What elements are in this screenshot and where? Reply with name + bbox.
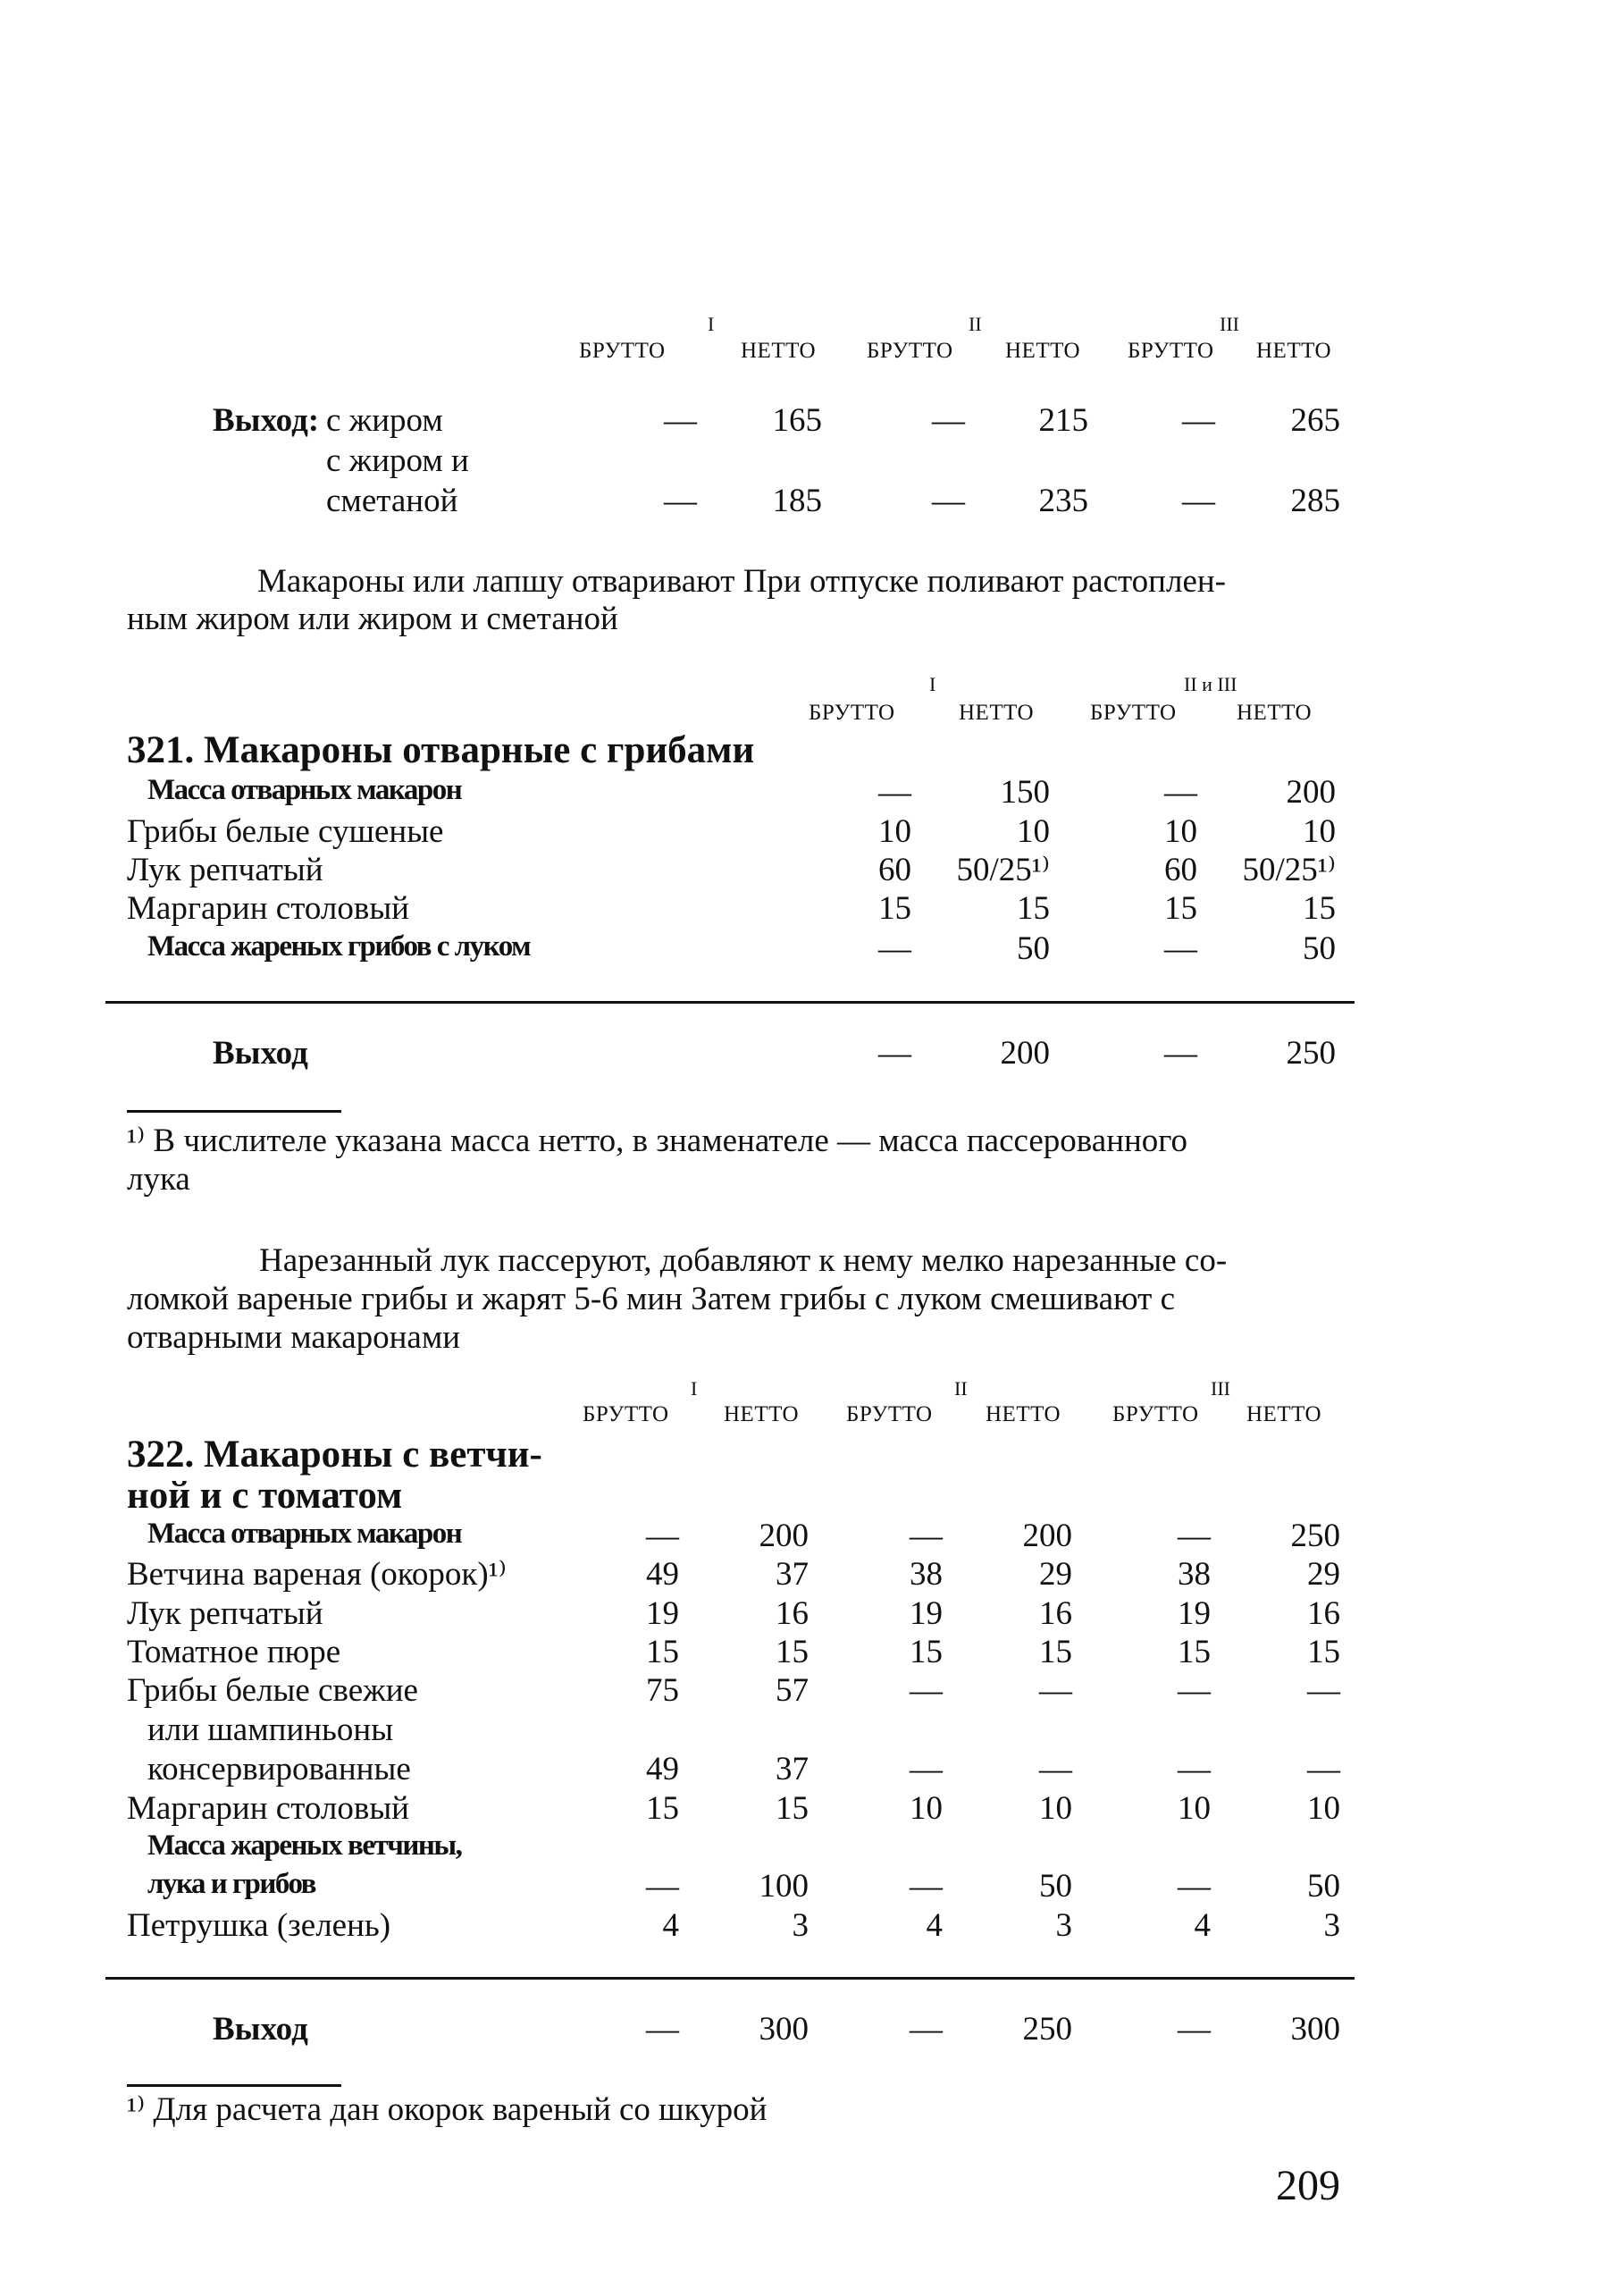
paragraph-line: ным жиром или жиром и сметаной bbox=[127, 601, 618, 637]
column-header: НЕТТО bbox=[724, 1402, 800, 1426]
footnote: ¹⁾ В числителе указана масса нетто, в знаменателе — масса пассерованного bbox=[127, 1123, 1188, 1159]
row-label: Петрушка (зелень) bbox=[127, 1907, 391, 1944]
table-cell: 200 bbox=[1286, 774, 1336, 811]
table-cell: — bbox=[1178, 1672, 1211, 1709]
row-label: консервированные bbox=[147, 1751, 411, 1787]
row-label: Масса отварных макарон bbox=[147, 774, 462, 806]
table-cell: — bbox=[1178, 1518, 1211, 1554]
footnote-rule bbox=[127, 2084, 341, 2087]
footnote: лука bbox=[127, 1161, 190, 1198]
table-cell: — bbox=[1307, 1672, 1340, 1709]
table-cell: 165 bbox=[772, 402, 822, 439]
row-label: Маргарин столовый bbox=[127, 890, 409, 927]
table-cell: 285 bbox=[1290, 483, 1340, 519]
group-label: II bbox=[969, 313, 982, 335]
table-cell: — bbox=[1307, 1751, 1340, 1787]
table-cell: 50/25¹⁾ bbox=[956, 852, 1050, 888]
paragraph-line: Нарезанный лук пассеруют, добавляют к нему мелко нарезанные со- bbox=[259, 1242, 1228, 1279]
table-cell: 50/25¹⁾ bbox=[1242, 852, 1336, 888]
table-cell: 10 bbox=[910, 1790, 943, 1827]
table-cell: 15 bbox=[1303, 890, 1336, 927]
output-label: Выход bbox=[213, 2011, 308, 2048]
row-label: Грибы белые свежие bbox=[127, 1672, 418, 1709]
table-cell: 15 bbox=[1039, 1634, 1072, 1670]
footnote: ¹⁾ Для расчета дан окорок вареный со шкурой bbox=[127, 2091, 768, 2128]
table-cell: 250 bbox=[1022, 2011, 1072, 2048]
row-label: Маргарин столовый bbox=[127, 1790, 409, 1827]
row-label: лука и грибов bbox=[147, 1868, 315, 1900]
table-cell: 250 bbox=[1286, 1035, 1336, 1072]
table-cell: 15 bbox=[878, 890, 911, 927]
table-cell: — bbox=[646, 1868, 679, 1905]
row-label: Лук репчатый bbox=[127, 1595, 323, 1632]
table-cell: 3 bbox=[1323, 1907, 1340, 1944]
table-cell: 10 bbox=[878, 813, 911, 850]
column-header: НЕТТО bbox=[959, 701, 1035, 725]
table-cell: — bbox=[1039, 1751, 1072, 1787]
row-label: с жиром bbox=[326, 402, 443, 439]
table-cell: 185 bbox=[772, 483, 822, 519]
table-cell: 150 bbox=[1000, 774, 1050, 811]
group-label: I bbox=[929, 673, 936, 695]
table-cell: 15 bbox=[1164, 890, 1197, 927]
row-label: сметаной bbox=[326, 483, 458, 519]
table-cell: — bbox=[878, 774, 911, 811]
column-header: БРУТТО bbox=[583, 1402, 669, 1426]
column-header: НЕТТО bbox=[1005, 339, 1081, 363]
table-cell: 15 bbox=[1307, 1634, 1340, 1670]
page-number: 209 bbox=[1276, 2162, 1340, 2209]
row-label: Ветчина вареная (окорок)¹⁾ bbox=[127, 1556, 507, 1593]
column-header: БРУТТО bbox=[1128, 339, 1214, 363]
column-header: НЕТТО bbox=[1246, 1402, 1322, 1426]
group-label: II и III bbox=[1184, 673, 1237, 695]
column-header: БРУТТО bbox=[867, 339, 953, 363]
group-label: III bbox=[1220, 313, 1239, 335]
table-cell: — bbox=[1182, 483, 1215, 519]
table-cell: 265 bbox=[1290, 402, 1340, 439]
table-cell: 235 bbox=[1038, 483, 1088, 519]
footnote-rule bbox=[127, 1110, 341, 1113]
recipe-title: 322. Макароны с ветчи- bbox=[127, 1434, 542, 1476]
column-header: НЕТТО bbox=[986, 1402, 1061, 1426]
table-cell: 37 bbox=[776, 1751, 809, 1787]
table-cell: 37 bbox=[776, 1556, 809, 1593]
table-cell: 3 bbox=[1055, 1907, 1072, 1944]
group-label: I bbox=[708, 313, 715, 335]
table-cell: 49 bbox=[646, 1556, 679, 1593]
paragraph-line: ломкой вареные грибы и жарят 5-6 мин Затем грибы с луком смешивают с bbox=[127, 1281, 1176, 1317]
table-cell: — bbox=[1182, 402, 1215, 439]
table-cell: 50 bbox=[1307, 1868, 1340, 1905]
column-header: БРУТТО bbox=[579, 339, 666, 363]
table-cell: 15 bbox=[646, 1634, 679, 1670]
table-cell: — bbox=[910, 1751, 943, 1787]
table-cell: 4 bbox=[926, 1907, 943, 1944]
table-cell: — bbox=[664, 483, 697, 519]
table-cell: — bbox=[1178, 1868, 1211, 1905]
table-cell: 200 bbox=[1022, 1518, 1072, 1554]
table-cell: — bbox=[932, 483, 965, 519]
table-cell: 29 bbox=[1039, 1556, 1072, 1593]
table-cell: 50 bbox=[1303, 930, 1336, 967]
table-cell: 38 bbox=[910, 1556, 943, 1593]
table-cell: 300 bbox=[1290, 2011, 1340, 2048]
table-cell: 15 bbox=[910, 1634, 943, 1670]
table-cell: — bbox=[1178, 2011, 1211, 2048]
table-cell: 10 bbox=[1178, 1790, 1211, 1827]
table-cell: 215 bbox=[1038, 402, 1088, 439]
table-cell: — bbox=[646, 2011, 679, 2048]
column-header: БРУТТО bbox=[846, 1402, 933, 1426]
table-cell: 10 bbox=[1303, 813, 1336, 850]
table-cell: — bbox=[1164, 774, 1197, 811]
table-cell: 19 bbox=[910, 1595, 943, 1632]
group-label: I bbox=[691, 1377, 698, 1400]
row-label: Масса жареных ветчины, bbox=[147, 1829, 462, 1862]
table-cell: 10 bbox=[1039, 1790, 1072, 1827]
table-cell: 57 bbox=[776, 1672, 809, 1709]
table-cell: 15 bbox=[1017, 890, 1050, 927]
table-cell: — bbox=[910, 1868, 943, 1905]
table-cell: 100 bbox=[759, 1868, 809, 1905]
table-cell: — bbox=[878, 930, 911, 967]
table-cell: 19 bbox=[646, 1595, 679, 1632]
table-cell: 15 bbox=[1178, 1634, 1211, 1670]
table-cell: 300 bbox=[759, 2011, 809, 2048]
paragraph-line: отварными макаронами bbox=[127, 1319, 461, 1356]
table-cell: 15 bbox=[776, 1634, 809, 1670]
group-label: II bbox=[954, 1377, 968, 1400]
row-label: или шампиньоны bbox=[147, 1711, 394, 1748]
row-label: Масса отварных макарон bbox=[147, 1518, 462, 1550]
table-cell: 50 bbox=[1017, 930, 1050, 967]
table-cell: 49 bbox=[646, 1751, 679, 1787]
table-cell: 38 bbox=[1178, 1556, 1211, 1593]
table-cell: — bbox=[910, 2011, 943, 2048]
table-cell: 200 bbox=[1000, 1035, 1050, 1072]
table-cell: 4 bbox=[662, 1907, 679, 1944]
table-cell: 75 bbox=[646, 1672, 679, 1709]
column-header: БРУТТО bbox=[1090, 701, 1177, 725]
table-cell: 16 bbox=[1039, 1595, 1072, 1632]
table-cell: — bbox=[664, 402, 697, 439]
table-cell: 15 bbox=[646, 1790, 679, 1827]
output-label: Выход: bbox=[213, 402, 320, 439]
recipe-title: ной и с томатом bbox=[127, 1475, 403, 1517]
table-cell: 10 bbox=[1164, 813, 1197, 850]
row-label: Масса жареных грибов с луком bbox=[147, 930, 531, 963]
table-cell: — bbox=[1164, 930, 1197, 967]
column-header: НЕТТО bbox=[1256, 339, 1332, 363]
column-header: НЕТТО bbox=[741, 339, 817, 363]
table-cell: 50 bbox=[1039, 1868, 1072, 1905]
table-cell: — bbox=[910, 1672, 943, 1709]
row-label: Томатное пюре bbox=[127, 1634, 341, 1670]
table-cell: — bbox=[1178, 1751, 1211, 1787]
column-header: БРУТТО bbox=[809, 701, 895, 725]
table-rule bbox=[105, 1977, 1355, 1980]
table-cell: 200 bbox=[759, 1518, 809, 1554]
column-header: БРУТТО bbox=[1112, 1402, 1199, 1426]
paragraph-line: Макароны или лапшу отваривают При отпуске поливают растоплен- bbox=[257, 563, 1226, 600]
table-cell: 250 bbox=[1290, 1518, 1340, 1554]
column-header: НЕТТО bbox=[1237, 701, 1313, 725]
table-cell: 60 bbox=[878, 852, 911, 888]
table-cell: — bbox=[910, 1518, 943, 1554]
group-label: III bbox=[1211, 1377, 1230, 1400]
table-cell: 15 bbox=[776, 1790, 809, 1827]
table-cell: — bbox=[878, 1035, 911, 1072]
table-cell: 16 bbox=[1307, 1595, 1340, 1632]
table-cell: — bbox=[932, 402, 965, 439]
table-cell: 3 bbox=[792, 1907, 809, 1944]
table-cell: 60 bbox=[1164, 852, 1197, 888]
output-label: Выход bbox=[213, 1035, 308, 1072]
table-cell: 10 bbox=[1017, 813, 1050, 850]
table-cell: 10 bbox=[1307, 1790, 1340, 1827]
table-cell: — bbox=[646, 1518, 679, 1554]
row-label: с жиром и bbox=[326, 442, 469, 479]
table-cell: — bbox=[1039, 1672, 1072, 1709]
table-cell: 29 bbox=[1307, 1556, 1340, 1593]
table-cell: 19 bbox=[1178, 1595, 1211, 1632]
table-cell: 16 bbox=[776, 1595, 809, 1632]
row-label: Лук репчатый bbox=[127, 852, 323, 888]
table-cell: — bbox=[1164, 1035, 1197, 1072]
table-cell: 4 bbox=[1194, 1907, 1211, 1944]
row-label: Грибы белые сушеные bbox=[127, 813, 444, 850]
recipe-title: 321. Макароны отварные с грибами bbox=[127, 729, 755, 771]
table-rule bbox=[105, 1001, 1355, 1004]
